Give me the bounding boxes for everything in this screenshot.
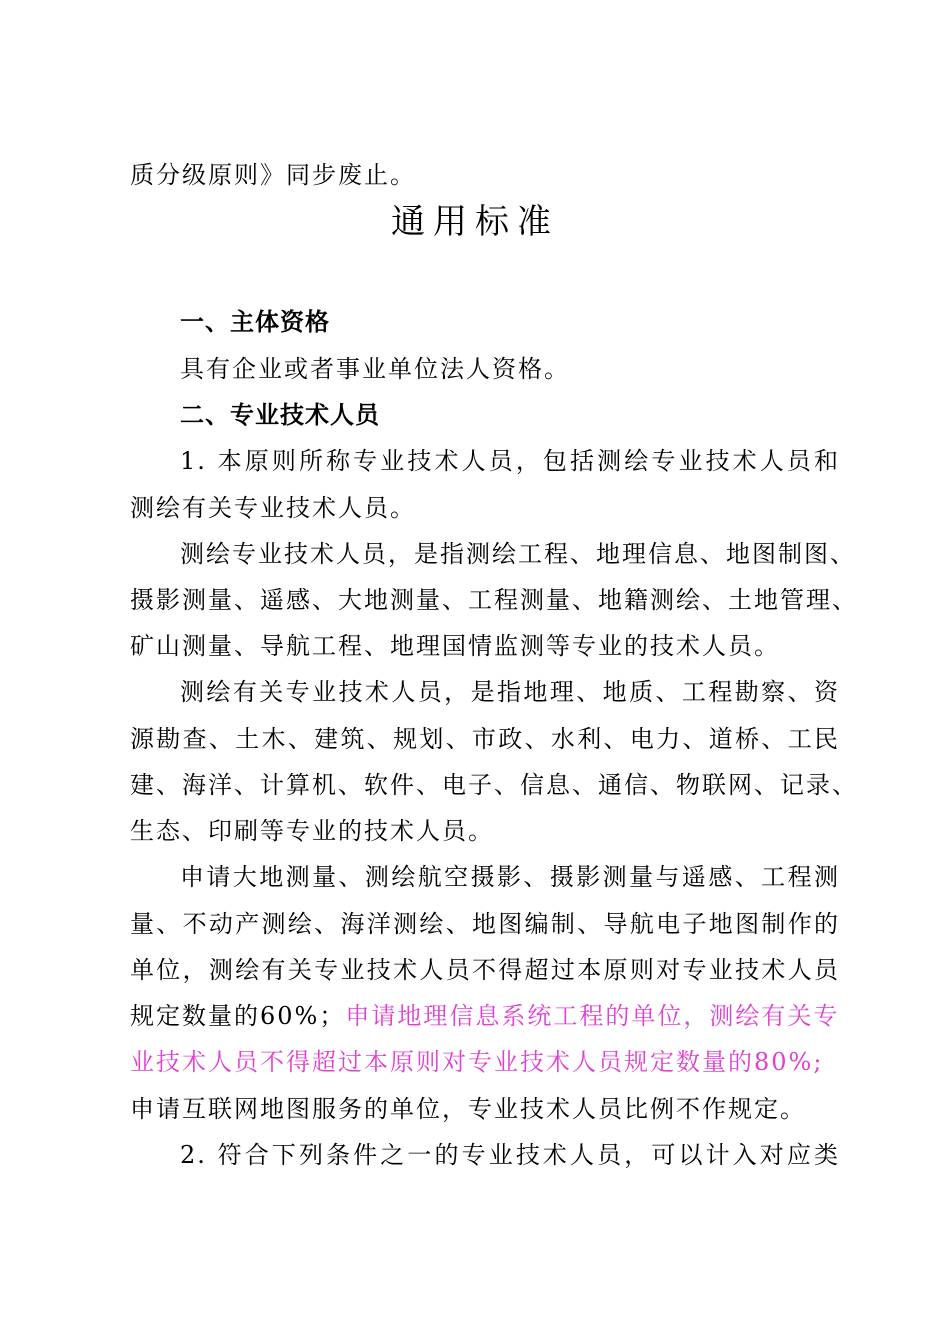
paragraph-2-line-3: 矿山测量、导航工程、地理国情监测等专业的技术人员。 <box>130 632 780 660</box>
continuation-line: 质分级原则》同步废止。 <box>130 161 416 189</box>
paragraph-1-line-1: 1. 本原则所称专业技术人员，包括测绘专业技术人员和 <box>180 447 840 475</box>
ratio-60-text: 规定数量的60%； <box>130 1002 346 1030</box>
paragraph-qualification: 具有企业或者事业单位法人资格。 <box>180 355 570 383</box>
paragraph-2-line-1: 测绘专业技术人员，是指测绘工程、地理信息、地图制图、 <box>180 540 856 568</box>
paragraph-3-line-4: 生态、印刷等专业的技术人员。 <box>130 817 494 845</box>
paragraph-4-line-3: 单位，测绘有关专业技术人员不得超过本原则对专业技术人员 <box>130 956 840 984</box>
paragraph-3-line-2: 源勘查、土木、建筑、规划、市政、水利、电力、道桥、工民 <box>130 725 840 753</box>
heading-qualification: 一、主体资格 <box>180 308 330 336</box>
paragraph-4-line-2: 量、不动产测绘、海洋测绘、地图编制、导航电子地图制作的 <box>130 910 840 938</box>
highlighted-gis-text: 申请地理信息系统工程的单位，测绘有关专 <box>345 1002 840 1030</box>
heading-technical-staff: 二、专业技术人员 <box>180 401 380 429</box>
highlighted-ratio-80-line: 业技术人员不得超过本原则对专业技术人员规定数量的80%; <box>130 1048 824 1076</box>
paragraph-4-line-6: 申请互联网地图服务的单位，专业技术人员比例不作规定。 <box>130 1095 806 1123</box>
paragraph-5-line-1: 2. 符合下列条件之一的专业技术人员，可以计入对应类 <box>180 1141 840 1169</box>
paragraph-4-line-4 <box>130 1001 840 1031</box>
paragraph-1-line-2: 测绘有关专业技术人员。 <box>130 494 416 522</box>
section-title: 通用标准 <box>391 202 559 242</box>
paragraph-2-line-2: 摄影测量、遥感、大地测量、工程测量、地籍测绘、土地管理、 <box>130 586 858 614</box>
paragraph-3-line-3: 建、海洋、计算机、软件、电子、信息、通信、物联网、记录、 <box>130 771 858 799</box>
paragraph-4-line-1: 申请大地测量、测绘航空摄影、摄影测量与遥感、工程测 <box>180 863 840 891</box>
paragraph-3-line-1: 测绘有关专业技术人员，是指地理、地质、工程勘察、资 <box>180 678 840 706</box>
